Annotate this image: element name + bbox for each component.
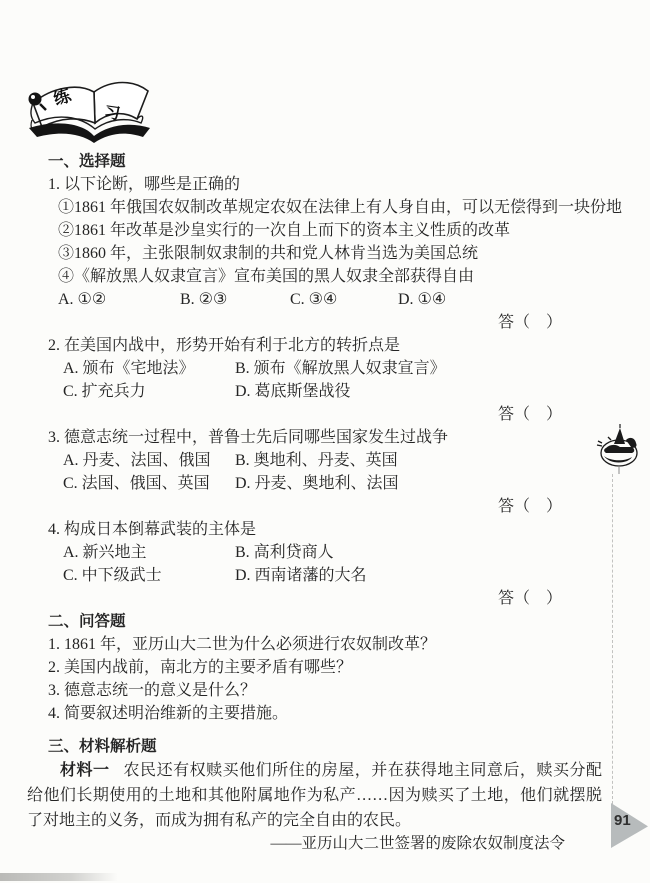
section-heading-material: 三、材料解析题: [48, 738, 157, 755]
question-stem: 2. 在美国内战中，形势开始有利于北方的转折点是: [48, 337, 401, 354]
answer-blank: 答（ ）: [497, 314, 562, 331]
scan-artifact: [0, 873, 118, 881]
question-sub-item: ③1860 年，主张限制奴隶制的共和党人林肯当选为美国总统: [58, 245, 479, 262]
option-d: D. 葛底斯堡战役: [235, 383, 351, 400]
qa-item: 4. 简要叙述明治维新的主要措施。: [48, 705, 289, 722]
landscape-ornament-icon: [594, 422, 642, 478]
option-a: A. 新兴地主: [63, 544, 147, 561]
option-c: C. 扩充兵力: [63, 383, 146, 400]
material-attribution: ——亚历山大二世签署的废除农奴制度法令: [270, 835, 565, 852]
answer-blank: 答（ ）: [497, 590, 562, 607]
option-d: D. ①④: [398, 291, 447, 308]
section-heading-choice: 一、选择题: [48, 153, 126, 170]
material-paragraph: [27, 758, 602, 833]
option-c: C. 中下级武士: [63, 567, 162, 584]
option-c: C. 法国、俄国、英国: [63, 475, 210, 492]
option-b: B. 高利贷商人: [235, 544, 334, 561]
vertical-rule: [612, 474, 613, 804]
material-text: 农民还有权赎买他们所住的房屋，并在获得地主同意后，赎买分配给他们长期使用的土地和其他附属地作为私产……因为赎买了土地，他们就摆脱了对地主的义务，而成为拥有私产的完全自由的农民。: [27, 762, 602, 829]
page-number: 91: [614, 812, 631, 829]
option-row: [63, 357, 602, 380]
question-sub-item: ②1861 年改革是沙皇实行的一次自上而下的资本主义性质的改革: [58, 222, 511, 239]
material-label: 材料一: [60, 762, 110, 779]
section-heading-qa: 二、问答题: [48, 613, 126, 630]
magnifier-dot-icon: [29, 93, 42, 106]
option-a: A. 颁布《宅地法》: [63, 360, 195, 377]
option-b: B. 奥地利、丹麦、英国: [235, 452, 398, 469]
option-d: D. 西南诸藩的大名: [235, 567, 367, 584]
option-d: D. 丹麦、奥地利、法国: [235, 475, 399, 492]
answer-blank: 答（ ）: [497, 406, 562, 423]
open-book-icon: [24, 76, 164, 148]
option-c: C. ③④: [290, 291, 338, 308]
option-row: [63, 472, 602, 495]
question-stem: 3. 德意志统一过程中，普鲁士先后同哪些国家发生过战争: [48, 429, 449, 446]
logo-char-xi: 习: [102, 104, 122, 124]
option-row: [63, 449, 602, 472]
qa-item: 3. 德意志统一的意义是什么？: [48, 682, 257, 699]
option-row: [63, 380, 602, 403]
logo-char-lian: 练: [51, 85, 74, 110]
option-row: [63, 564, 602, 587]
option-b: B. ②③: [180, 291, 228, 308]
question-sub-item: ④《解放黑人奴隶宣言》宣布美国的黑人奴隶全部获得自由: [58, 268, 475, 285]
qa-item: 1. 1861 年，亚历山大二世为什么必须进行农奴制改革？: [48, 636, 437, 653]
option-row: [58, 288, 602, 311]
question-sub-item: ①1861 年俄国农奴制改革规定农奴在法律上有人身自由，可以无偿得到一块份地: [58, 199, 623, 216]
question-stem: 1. 以下论断，哪些是正确的: [48, 176, 241, 193]
practice-book-logo: [24, 76, 164, 148]
option-a: A. ①②: [58, 291, 107, 308]
answer-blank: 答（ ）: [497, 498, 562, 515]
option-row: [63, 541, 602, 564]
option-b: B. 颁布《解放黑人奴隶宣言》: [235, 360, 446, 377]
question-stem: 4. 构成日本倒幕武装的主体是: [48, 521, 257, 538]
qa-item: 2. 美国内战前，南北方的主要矛盾有哪些？: [48, 659, 353, 676]
option-a: A. 丹麦、法国、俄国: [63, 452, 211, 469]
